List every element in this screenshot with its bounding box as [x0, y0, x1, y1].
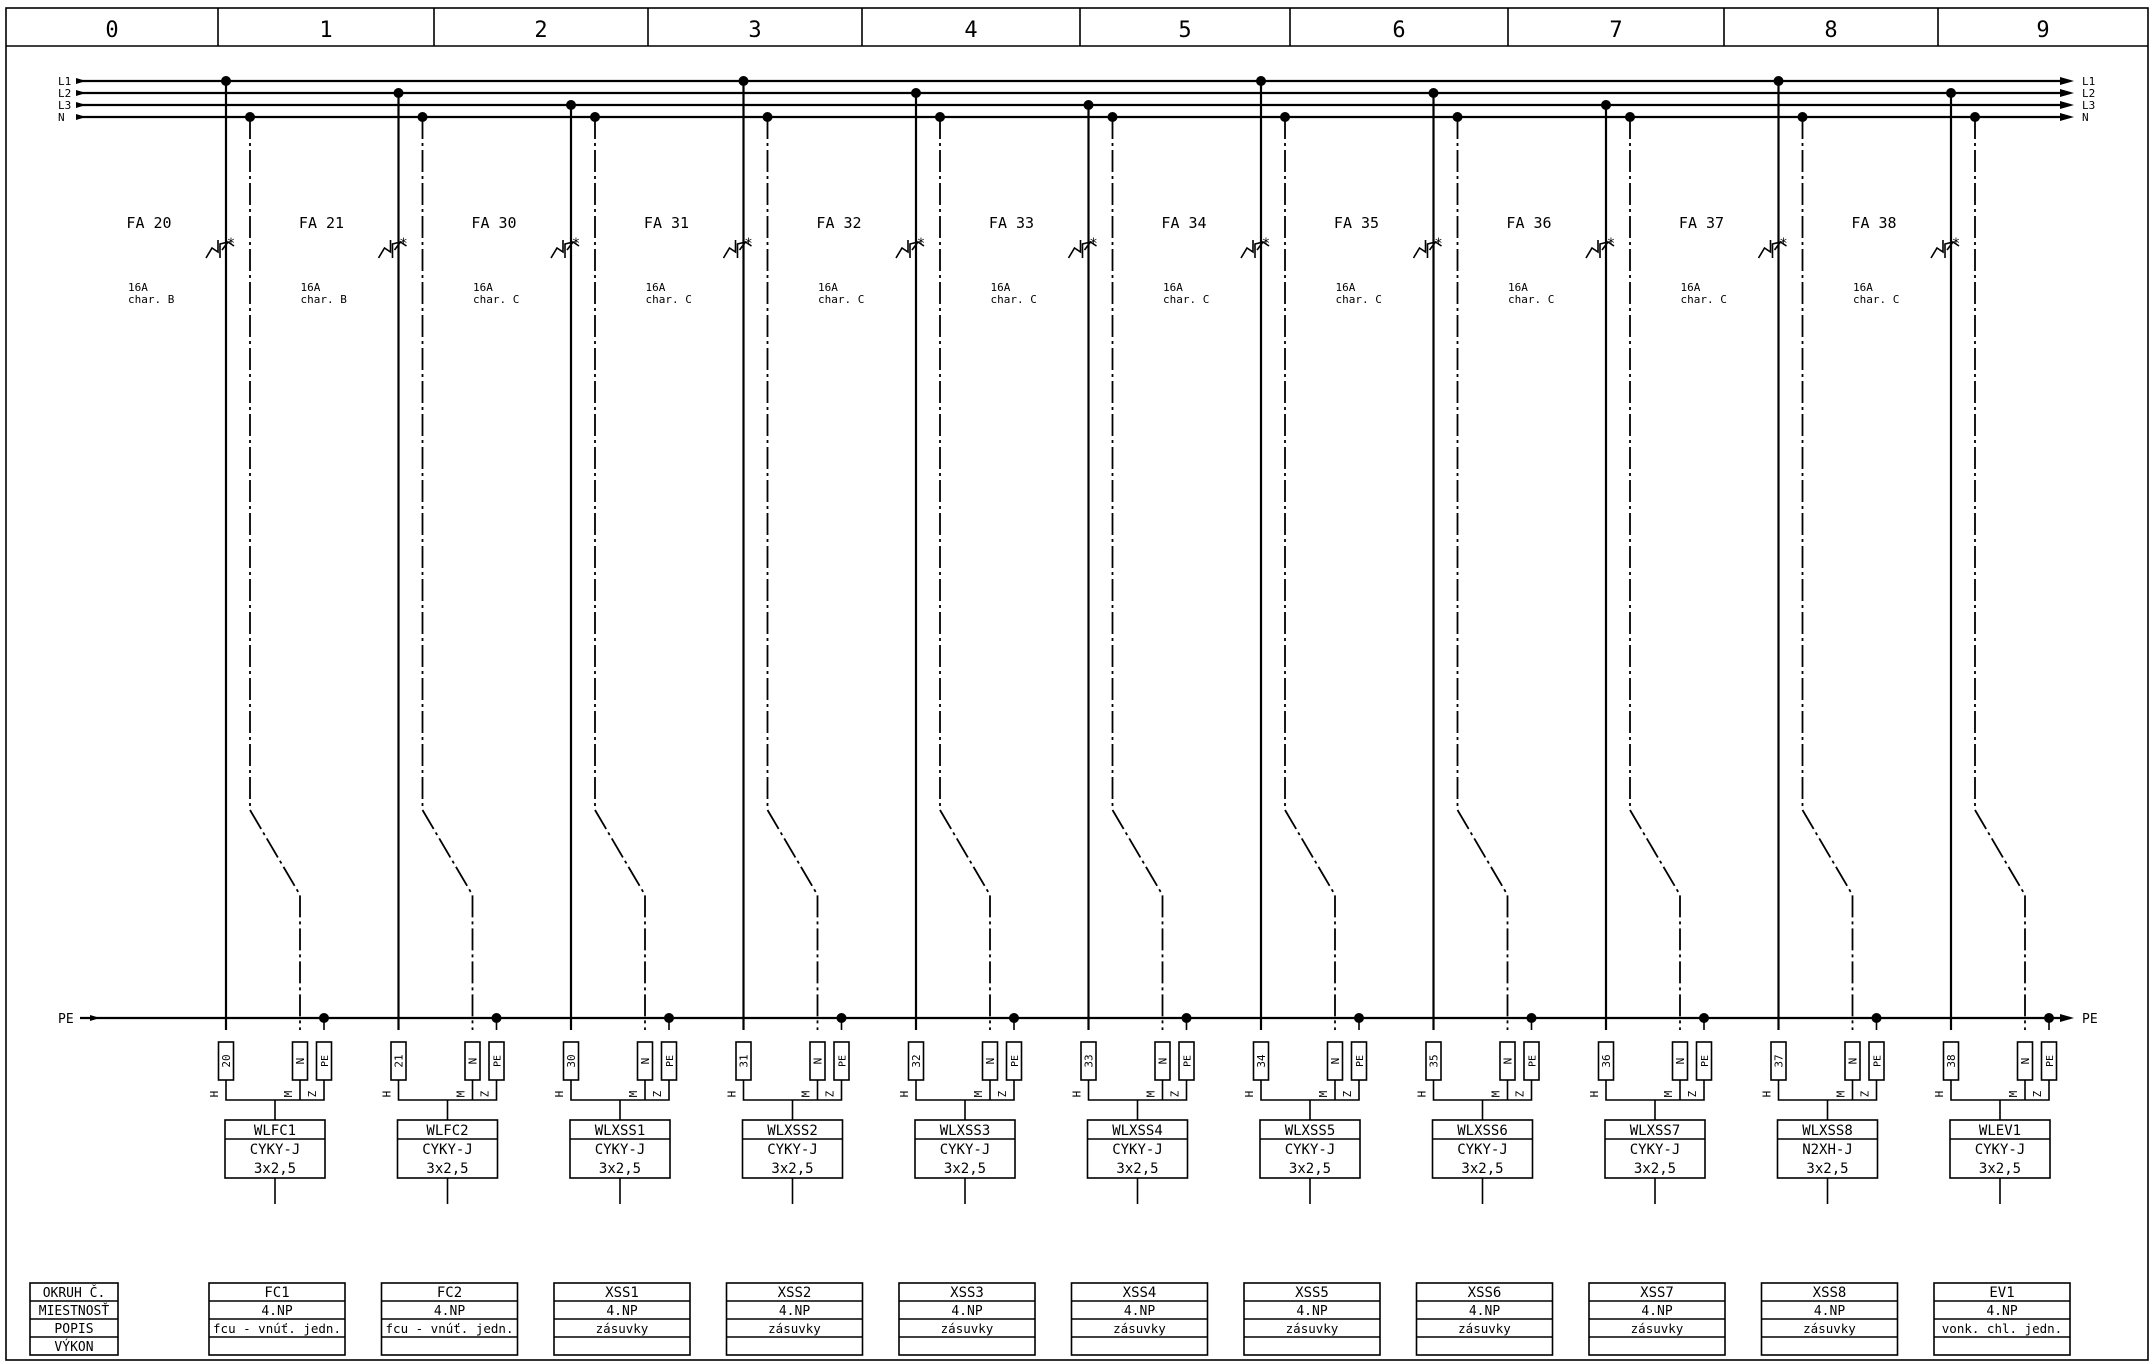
- terminal-pe-label: PE: [1700, 1054, 1711, 1068]
- bus-label-right: L3: [2082, 99, 2096, 112]
- neutral-conductor: [1285, 117, 1335, 1030]
- terminal-pe-label: PE: [492, 1054, 504, 1068]
- terminal-n-label: N: [294, 1057, 307, 1065]
- cable-section: 3x2,5: [426, 1161, 469, 1177]
- info-okruh: XSS5: [1295, 1285, 1329, 1301]
- cable-section: 3x2,5: [1461, 1161, 1504, 1177]
- breaker-rating: 16A: [645, 281, 666, 294]
- breaker-label: FA 34: [1161, 214, 1207, 232]
- terminal-pe-label: PE: [1010, 1054, 1021, 1068]
- breaker-star: *: [1434, 236, 1443, 252]
- wire-tag-z: Z: [306, 1090, 319, 1098]
- cable-id: WLXSS7: [1629, 1123, 1681, 1139]
- bus-arrow-right: [2060, 77, 2074, 85]
- breaker-star: *: [399, 236, 408, 252]
- phase-tap-dot: [566, 100, 576, 110]
- cable-type: CYKY-J: [1284, 1142, 1336, 1158]
- info-popis: zásuvky: [1285, 1321, 1339, 1336]
- legend-vykon: VÝKON: [54, 1340, 94, 1355]
- terminal-n-label: N: [1501, 1057, 1515, 1065]
- circuit-34: [1161, 76, 1380, 1355]
- breaker-characteristic: char. C: [473, 293, 520, 306]
- terminal-number: 35: [1427, 1054, 1441, 1068]
- breaker-rating: 16A: [300, 281, 321, 294]
- bus-label-right: L1: [2082, 75, 2096, 88]
- cable-type: CYKY-J: [1974, 1142, 2026, 1158]
- cable-id: WLXSS4: [1112, 1123, 1163, 1139]
- neutral-tap-dot: [418, 112, 428, 122]
- neutral-conductor: [940, 117, 990, 1030]
- pe-tap-dot: [2044, 1013, 2054, 1023]
- breaker-rating: 16A: [1508, 281, 1528, 294]
- terminal-number: 36: [1600, 1054, 1613, 1068]
- circuit-21: [299, 88, 518, 1355]
- breaker-star: *: [916, 236, 926, 252]
- cable-type: CYKY-J: [767, 1142, 818, 1158]
- info-popis: vonk. chl. jedn.: [1941, 1321, 2063, 1336]
- wire-tag-h: H: [1243, 1090, 1256, 1098]
- terminal-number: 21: [392, 1054, 406, 1068]
- breaker-characteristic: char. B: [300, 293, 347, 306]
- cable-collector: [1434, 1080, 1532, 1120]
- column-number-5: 5: [1178, 18, 1192, 43]
- info-okruh: XSS8: [1812, 1285, 1847, 1301]
- cable-type: N2XH-J: [1802, 1142, 1853, 1158]
- breaker-label: FA 20: [126, 214, 172, 232]
- neutral-tap-dot: [763, 112, 773, 122]
- phase-tap-dot: [1601, 100, 1611, 110]
- breaker-rating: 16A: [128, 281, 148, 294]
- circuit-32: [816, 88, 1035, 1355]
- breaker-characteristic: char. C: [645, 293, 692, 306]
- breaker-star: *: [1951, 236, 1961, 252]
- wire-tag-m: M: [1834, 1090, 1848, 1098]
- phase-tap-dot: [1429, 88, 1439, 98]
- breaker-characteristic: char. C: [1163, 293, 1210, 306]
- column-number-1: 1: [319, 18, 333, 43]
- info-okruh: XSS3: [950, 1285, 984, 1301]
- terminal-number: 20: [220, 1054, 233, 1068]
- pe-tap-dot: [319, 1013, 329, 1023]
- info-miestnost: 4.NP: [606, 1304, 638, 1319]
- pe-tap-dot: [1872, 1013, 1882, 1023]
- pe-label-left: PE: [58, 1012, 74, 1027]
- pe-tap-dot: [492, 1013, 502, 1023]
- wire-tag-h: H: [380, 1090, 394, 1098]
- wire-tag-m: M: [454, 1090, 468, 1098]
- info-miestnost: 4.NP: [1986, 1304, 2018, 1319]
- breaker-rating: 16A: [818, 281, 838, 294]
- column-number-4: 4: [964, 18, 978, 43]
- wire-tag-z: Z: [478, 1090, 492, 1098]
- cable-type: CYKY-J: [1457, 1142, 1508, 1158]
- wire-tag-z: Z: [1686, 1090, 1699, 1098]
- wire-tag-h: H: [1070, 1090, 1084, 1098]
- terminal-n-label: N: [1846, 1057, 1860, 1065]
- pe-tap-dot: [1527, 1013, 1537, 1023]
- wire-tag-z: Z: [996, 1090, 1009, 1098]
- circuit-38: [1851, 88, 2070, 1355]
- info-popis: fcu - vnúť. jedn.: [213, 1321, 341, 1336]
- cable-collector: [1951, 1080, 2049, 1120]
- terminal-pe-label: PE: [837, 1054, 849, 1068]
- neutral-conductor: [250, 117, 300, 1030]
- wire-tag-z: Z: [1168, 1090, 1182, 1098]
- cable-type: CYKY-J: [594, 1142, 646, 1158]
- wire-tag-m: M: [1144, 1090, 1158, 1098]
- pe-tap-dot: [1182, 1013, 1192, 1023]
- bus-label-right: N: [2082, 111, 2089, 124]
- cable-section: 3x2,5: [1978, 1161, 2022, 1177]
- column-number-6: 6: [1392, 18, 1406, 43]
- pe-tap-dot: [837, 1013, 847, 1023]
- wire-tag-z: Z: [1341, 1090, 1354, 1098]
- cable-section: 3x2,5: [943, 1161, 987, 1177]
- cable-section: 3x2,5: [1633, 1161, 1677, 1177]
- bus-arrow-left: [76, 90, 86, 96]
- breaker-rating: 16A: [1853, 281, 1873, 294]
- cable-type: CYKY-J: [1112, 1142, 1163, 1158]
- neutral-conductor: [595, 117, 645, 1030]
- breaker-label: FA 30: [471, 214, 517, 232]
- cable-id: WLXSS5: [1284, 1123, 1336, 1139]
- info-popis: fcu - vnúť. jedn.: [385, 1321, 514, 1336]
- info-okruh: XSS2: [777, 1285, 812, 1301]
- breaker-label: FA 37: [1678, 214, 1725, 232]
- breaker-characteristic: char. B: [128, 293, 175, 306]
- breaker-label: FA 35: [1333, 214, 1380, 232]
- neutral-tap-dot: [590, 112, 600, 122]
- terminal-pe-label: PE: [1355, 1054, 1366, 1068]
- cable-id: WLFC1: [253, 1123, 297, 1139]
- neutral-conductor: [768, 117, 818, 1030]
- terminal-number: 30: [565, 1054, 578, 1068]
- circuit-37: [1679, 76, 1898, 1355]
- neutral-tap-dot: [1625, 112, 1635, 122]
- breaker-characteristic: char. C: [1335, 293, 1382, 306]
- cable-section: 3x2,5: [253, 1161, 297, 1177]
- info-popis: zásuvky: [1803, 1321, 1856, 1336]
- breaker-characteristic: char. C: [818, 293, 865, 306]
- wire-tag-m: M: [1489, 1090, 1503, 1098]
- info-popis: zásuvky: [1630, 1321, 1684, 1336]
- info-okruh: XSS1: [605, 1285, 639, 1301]
- pe-tap-dot: [1354, 1013, 1364, 1023]
- cable-id: WLXSS3: [939, 1123, 991, 1139]
- info-okruh: FC1: [264, 1285, 290, 1301]
- info-okruh: XSS4: [1122, 1285, 1157, 1301]
- breaker-star: *: [1606, 236, 1616, 252]
- info-okruh: XSS7: [1640, 1285, 1674, 1301]
- cable-section: 3x2,5: [1116, 1161, 1159, 1177]
- info-miestnost: 4.NP: [778, 1304, 811, 1319]
- info-popis: zásuvky: [1458, 1321, 1511, 1336]
- pe-tap-dot: [1699, 1013, 1709, 1023]
- neutral-tap-dot: [1970, 112, 1980, 122]
- wire-tag-m: M: [1662, 1090, 1675, 1098]
- info-okruh: FC2: [436, 1285, 463, 1301]
- bus-label-left: L3: [58, 99, 72, 112]
- breaker-label: FA 21: [298, 214, 345, 232]
- cable-collector: [226, 1080, 324, 1120]
- breaker-rating: 16A: [1163, 281, 1183, 294]
- info-okruh: EV1: [1989, 1285, 2015, 1301]
- breaker-characteristic: char. C: [990, 293, 1037, 306]
- cable-id: WLXSS8: [1802, 1123, 1853, 1139]
- legend-popis: POPIS: [54, 1322, 94, 1337]
- breaker-rating: 16A: [1335, 281, 1356, 294]
- bus-label-right: L2: [2082, 87, 2096, 100]
- terminal-n-label: N: [2019, 1057, 2032, 1065]
- wire-tag-z: Z: [1513, 1090, 1527, 1098]
- breaker-rating: 16A: [990, 281, 1011, 294]
- terminal-n-label: N: [466, 1057, 480, 1065]
- column-number-3: 3: [748, 18, 762, 43]
- cable-collector: [1261, 1080, 1359, 1120]
- breaker-label: FA 36: [1506, 214, 1552, 232]
- circuits: [126, 76, 2070, 1355]
- pe-arrow-left: [90, 1015, 100, 1021]
- info-popis: zásuvky: [595, 1321, 649, 1336]
- neutral-tap-dot: [935, 112, 945, 122]
- terminal-n-label: N: [1156, 1057, 1170, 1065]
- phase-tap-dot: [739, 76, 749, 86]
- wire-tag-h: H: [1933, 1090, 1946, 1098]
- cable-collector: [1606, 1080, 1704, 1120]
- wire-tag-h: H: [898, 1090, 911, 1098]
- cable-collector: [399, 1080, 497, 1120]
- column-number-7: 7: [1609, 18, 1623, 43]
- phase-tap-dot: [1774, 76, 1784, 86]
- neutral-conductor: [1803, 117, 1853, 1030]
- phase-tap-dot: [1946, 88, 1956, 98]
- cable-section: 3x2,5: [1806, 1161, 1849, 1177]
- cable-id: WLXSS6: [1457, 1123, 1508, 1139]
- circuit-20: [126, 76, 345, 1355]
- pe-label-right: PE: [2082, 1012, 2098, 1027]
- wire-tag-m: M: [282, 1090, 295, 1098]
- breaker-label: FA 32: [816, 214, 862, 232]
- wire-tag-m: M: [799, 1090, 813, 1098]
- cable-section: 3x2,5: [1288, 1161, 1332, 1177]
- cable-collector: [744, 1080, 842, 1120]
- cable-collector: [1779, 1080, 1877, 1120]
- neutral-conductor: [1113, 117, 1163, 1030]
- cable-id: WLFC2: [426, 1123, 469, 1139]
- wire-tag-h: H: [553, 1090, 566, 1098]
- phase-tap-dot: [394, 88, 404, 98]
- column-number-2: 2: [534, 18, 548, 43]
- wire-tag-m: M: [972, 1090, 985, 1098]
- column-number-9: 9: [2036, 18, 2050, 43]
- terminal-pe-label: PE: [2045, 1054, 2056, 1068]
- breaker-label: FA 31: [643, 214, 690, 232]
- wire-tag-m: M: [1317, 1090, 1330, 1098]
- bus-arrow-right: [2060, 89, 2074, 97]
- terminal-pe-label: PE: [1872, 1054, 1884, 1068]
- breaker-star: *: [226, 236, 236, 252]
- cable-section: 3x2,5: [771, 1161, 814, 1177]
- terminal-number: 34: [1255, 1054, 1268, 1068]
- cable-id: WLXSS2: [767, 1123, 818, 1139]
- bus-label-left: L2: [58, 87, 72, 100]
- cable-type: CYKY-J: [249, 1142, 301, 1158]
- info-popis: zásuvky: [768, 1321, 821, 1336]
- cable-collector: [916, 1080, 1014, 1120]
- terminal-number: 32: [910, 1054, 923, 1068]
- wire-tag-m: M: [627, 1090, 640, 1098]
- pe-arrow-right: [2060, 1014, 2074, 1022]
- neutral-tap-dot: [1280, 112, 1290, 122]
- neutral-conductor: [1630, 117, 1680, 1030]
- info-popis: zásuvky: [1113, 1321, 1166, 1336]
- terminal-number: 38: [1945, 1054, 1958, 1068]
- wire-tag-z: Z: [823, 1090, 837, 1098]
- bus-arrow-left: [76, 114, 86, 120]
- bus-arrow-left: [76, 102, 86, 108]
- neutral-tap-dot: [1453, 112, 1463, 122]
- terminal-number: 33: [1082, 1054, 1096, 1068]
- bus-arrow-left: [76, 78, 86, 84]
- bus-arrow-right: [2060, 113, 2074, 121]
- info-popis: zásuvky: [940, 1321, 994, 1336]
- info-miestnost: 4.NP: [1123, 1304, 1156, 1319]
- info-miestnost: 4.NP: [1468, 1304, 1501, 1319]
- breaker-characteristic: char. C: [1680, 293, 1727, 306]
- wire-tag-h: H: [1415, 1090, 1429, 1098]
- cable-section: 3x2,5: [598, 1161, 642, 1177]
- wire-tag-m: M: [2007, 1090, 2020, 1098]
- terminal-pe-label: PE: [320, 1054, 331, 1068]
- cable-id: WLXSS1: [594, 1123, 646, 1139]
- breaker-characteristic: char. C: [1508, 293, 1555, 306]
- info-miestnost: 4.NP: [261, 1304, 293, 1319]
- cable-collector: [1089, 1080, 1187, 1120]
- cable-type: CYKY-J: [422, 1142, 473, 1158]
- breaker-rating: 16A: [473, 281, 493, 294]
- column-header: [105, 8, 2049, 46]
- breaker-star: *: [571, 236, 581, 252]
- legend-okruh: OKRUH Č.: [42, 1286, 106, 1301]
- phase-tap-dot: [1256, 76, 1266, 86]
- cable-collector: [571, 1080, 669, 1120]
- breaker-star: *: [1779, 236, 1788, 252]
- pe-tap-dot: [1009, 1013, 1019, 1023]
- terminal-pe-label: PE: [1527, 1054, 1539, 1068]
- info-miestnost: 4.NP: [1813, 1304, 1846, 1319]
- wire-tag-h: H: [208, 1090, 221, 1098]
- phase-tap-dot: [1084, 100, 1094, 110]
- bus-label-left: N: [58, 111, 65, 124]
- cable-type: CYKY-J: [939, 1142, 991, 1158]
- cable-id: WLEV1: [1978, 1123, 2022, 1139]
- terminal-n-label: N: [639, 1057, 652, 1065]
- neutral-tap-dot: [245, 112, 255, 122]
- wire-tag-h: H: [1760, 1090, 1774, 1098]
- bus-arrow-right: [2060, 101, 2074, 109]
- circuit-35: [1334, 88, 1553, 1355]
- neutral-conductor: [423, 117, 473, 1030]
- wire-tag-z: Z: [1858, 1090, 1872, 1098]
- terminal-n-label: N: [1674, 1057, 1687, 1065]
- neutral-tap-dot: [1108, 112, 1118, 122]
- breaker-label: FA 38: [1851, 214, 1897, 232]
- wire-tag-z: Z: [2031, 1090, 2044, 1098]
- legend-table: [30, 1283, 118, 1355]
- legend-miestnost: MIESTNOSŤ: [38, 1304, 110, 1319]
- terminal-number: 31: [737, 1054, 751, 1068]
- wire-tag-h: H: [725, 1090, 739, 1098]
- neutral-tap-dot: [1798, 112, 1808, 122]
- breaker-star: *: [1261, 236, 1271, 252]
- wire-tag-z: Z: [651, 1090, 664, 1098]
- column-number-8: 8: [1824, 18, 1838, 43]
- info-miestnost: 4.NP: [433, 1304, 466, 1319]
- phase-tap-dot: [911, 88, 921, 98]
- breaker-label: FA 33: [988, 214, 1035, 232]
- phase-tap-dot: [221, 76, 231, 86]
- distribution-buses: [58, 75, 2098, 1027]
- info-okruh: XSS6: [1467, 1285, 1502, 1301]
- wire-tag-h: H: [1588, 1090, 1601, 1098]
- breaker-characteristic: char. C: [1853, 293, 1900, 306]
- neutral-conductor: [1975, 117, 2025, 1030]
- neutral-conductor: [1458, 117, 1508, 1030]
- breaker-rating: 16A: [1680, 281, 1701, 294]
- terminal-pe-label: PE: [665, 1054, 676, 1068]
- cable-type: CYKY-J: [1629, 1142, 1681, 1158]
- pe-tap-dot: [664, 1013, 674, 1023]
- bus-label-left: L1: [58, 75, 72, 88]
- info-miestnost: 4.NP: [1641, 1304, 1673, 1319]
- breaker-star: *: [1089, 236, 1098, 252]
- circuit-31: [644, 76, 863, 1355]
- terminal-pe-label: PE: [1182, 1054, 1194, 1068]
- info-miestnost: 4.NP: [951, 1304, 983, 1319]
- column-number-0: 0: [105, 18, 119, 43]
- terminal-n-label: N: [1329, 1057, 1342, 1065]
- terminal-n-label: N: [984, 1057, 997, 1065]
- terminal-n-label: N: [811, 1057, 825, 1065]
- info-miestnost: 4.NP: [1296, 1304, 1328, 1319]
- breaker-star: *: [744, 236, 753, 252]
- terminal-number: 37: [1772, 1054, 1786, 1068]
